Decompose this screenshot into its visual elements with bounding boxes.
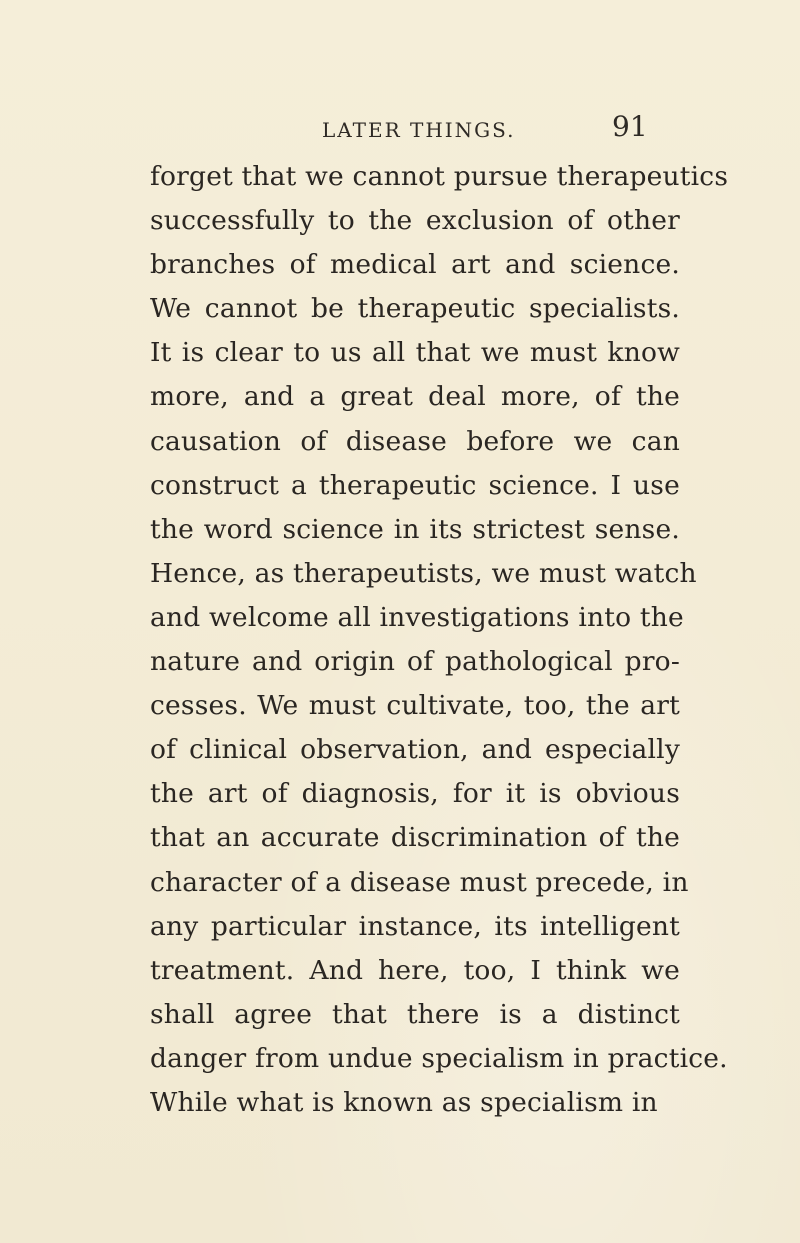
body-text (150, 155, 729, 1125)
text-line: branches of medical art and science. (150, 249, 680, 281)
text-line: forget that we cannot pursue therapeutics (150, 161, 729, 192)
text-line: and welcome all investigations into the (150, 601, 684, 633)
text-line: that an accurate discrimination of the (150, 822, 680, 854)
text-line: successfully to the exclusion of other (150, 205, 680, 237)
text-line: nature and origin of pathological pro- (150, 646, 680, 678)
text-line: While what is known as specialism in (150, 1086, 658, 1118)
text-line: shall agree that there is a distinct (150, 998, 680, 1030)
page-number: 91 (612, 110, 648, 143)
text-line: of clinical observation, and especially (150, 734, 680, 766)
text-line: more, and a great deal more, of the (150, 381, 680, 413)
text-line: treatment. And here, too, I think we (150, 954, 680, 986)
text-line: character of a disease must precede, in (150, 866, 689, 898)
text-line: the word science in its strictest sense. (150, 513, 680, 545)
text-line: causation of disease before we can (150, 425, 680, 457)
text-line: It is clear to us all that we must know (150, 337, 680, 369)
text-line: any particular instance, its intelligent (150, 910, 680, 942)
text-line: We cannot be therapeutic specialists. (150, 293, 680, 325)
text-line: danger from undue specialism in practice. (150, 1042, 728, 1074)
text-line: Hence, as therapeutists, we must watch (150, 557, 697, 589)
text-line: construct a therapeutic science. I use (150, 469, 680, 501)
text-line: cesses. We must cultivate, too, the art (150, 690, 680, 722)
running-head: LATER THINGS. (322, 118, 516, 142)
text-line: the art of diagnosis, for it is obvious (150, 778, 680, 810)
